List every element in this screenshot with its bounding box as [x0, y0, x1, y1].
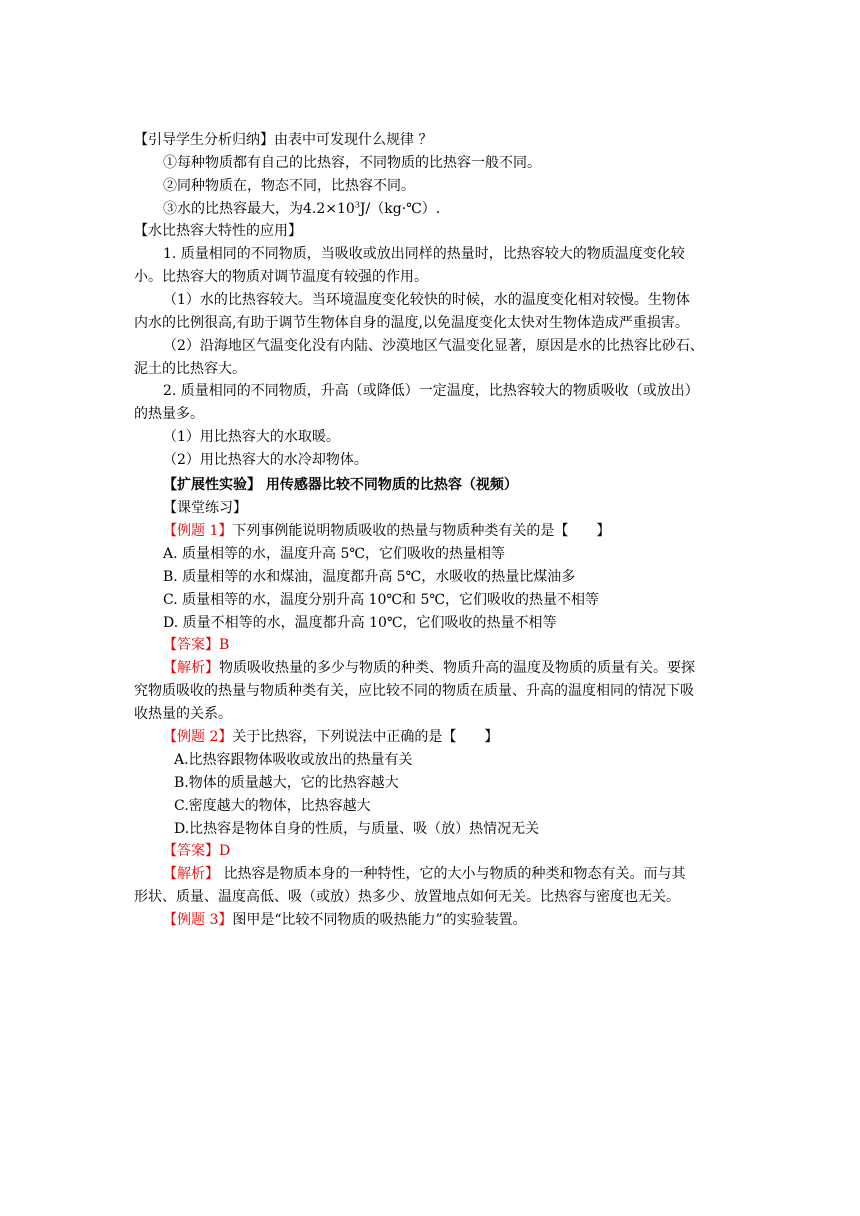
example2-analysis-text: 比热容是物质本身的一种特性，它的大小与物质的种类和物态有关。而与其 [219, 866, 686, 882]
summary-item-2: ②同种物质在，物态不同，比热容不同。 [163, 178, 415, 194]
summary-item-3 [163, 200, 440, 218]
practice-heading: 【课堂练习】 [163, 500, 247, 516]
summary-item-3-sup: 3 [354, 200, 360, 210]
summary-item-3-pre: ③水的比热容最大，为4.2×10 [163, 201, 355, 217]
example1-analysis-line3: 收热量的关系。 [134, 706, 232, 722]
summary-item-1: ①每种物质都有自己的比热容，不同物质的比热容一般不同。 [163, 155, 541, 171]
application-s4: （2）用比热容大的水冷却物体。 [163, 452, 368, 468]
example2-answer-value: D [219, 843, 231, 859]
example1-analysis-line1 [163, 659, 695, 677]
example2-answer [163, 842, 230, 860]
application-p2-line2: 的热量多。 [134, 406, 204, 422]
example1-analysis-line2: 究物质吸收的热量与物质种类有关，应比较不同的物质在质量、升高的温度相同的情况下吸 [134, 683, 694, 699]
example2-answer-tag: 【答案】 [163, 843, 219, 859]
example2-question [163, 728, 498, 746]
example2-analysis-line2: 形状、质量、温度高低、吸（或放）热多少、放置地点如何无关。比热容与密度也无关。 [134, 889, 680, 905]
example2-analysis-tag: 【解析】 [163, 866, 219, 882]
example2-option-a: A.比热容跟物体吸收或放出的热量有关 [174, 752, 413, 768]
application-p1-line2: 小。比热容大的物质对调节温度有较强的作用。 [134, 269, 428, 285]
example1-option-d: D. 质量不相等的水，温度都升高 10℃，它们吸收的热量不相等 [163, 615, 557, 631]
example1-question [163, 522, 610, 540]
example1-analysis-tag: 【解析】 [163, 660, 219, 676]
experiment-heading: 【扩展性实验】 用传感器比较不同物质的比热容（视频） [163, 477, 518, 493]
application-p1-line1: 1. 质量相同的不同物质，当吸收或放出同样的热量时，比热容较大的物质温度变化较 [163, 246, 685, 262]
application-s3: （1）用比热容大的水取暖。 [163, 429, 340, 445]
application-s2-line2: 泥土的比热容大。 [134, 361, 246, 377]
example2-tag: 【例题 2】 [163, 729, 233, 745]
example2-option-c: C.密度越大的物体，比热容越大 [174, 798, 371, 814]
example1-option-c: C. 质量相等的水，温度分别升高 10℃和 5℃，它们吸收的热量不相等 [163, 592, 600, 608]
example1-analysis-text: 物质吸收热量的多少与物质的种类、物质升高的温度及物质的质量有关。要探 [219, 660, 695, 676]
example3-tag: 【例题 3】 [163, 912, 233, 928]
example2-option-d: D.比热容是物体自身的性质，与质量、吸（放）热情况无关 [174, 821, 540, 837]
application-p2-line1: 2. 质量相同的不同物质，升高（或降低）一定温度，比热容较大的物质吸收（或放出） [163, 383, 699, 399]
example2-option-b: B.物体的质量越大，它的比热容越大 [174, 775, 399, 791]
example1-question-text: 下列事例能说明物质吸收的热量与物质种类有关的是【 】 [232, 523, 611, 539]
application-s2-line1: （2）沿海地区气温变化没有内陆、沙漠地区气温变化显著，原因是水的比热容比砂石、 [163, 338, 704, 354]
example3-question [163, 911, 527, 929]
example1-option-a: A. 质量相等的水，温度升高 5℃，它们吸收的热量相等 [163, 546, 506, 562]
example1-answer-tag: 【答案】 [163, 637, 219, 653]
example2-question-text: 关于比热容，下列说法中正确的是【 】 [232, 729, 499, 745]
example1-answer-value: B [219, 637, 230, 653]
summary-item-3-post: J/（kg·℃）. [359, 201, 441, 217]
example2-analysis-line1 [163, 865, 685, 883]
summary-heading: 【引导学生分析归纳】由表中可发现什么规律 ？ [134, 132, 433, 148]
application-s1-line2: 内水的比例很高,有助于调节生物体自身的温度,以免温度变化太快对生物体造成严重损害。 [134, 315, 689, 331]
example1-option-b: B. 质量相等的水和煤油，温度都升高 5℃，水吸收的热量比煤油多 [163, 569, 576, 585]
application-s1-line1: （1）水的比热容较大。当环境温度变化较快的时候，水的温度变化相对较慢。生物体 [163, 292, 690, 308]
example3-question-text: 图甲是“比较不同物质的吸热能力”的实验装置。 [232, 912, 527, 928]
application-heading: 【水比热容大特性的应用】 [134, 223, 302, 239]
example1-tag: 【例题 1】 [163, 523, 233, 539]
example1-answer [163, 636, 229, 654]
